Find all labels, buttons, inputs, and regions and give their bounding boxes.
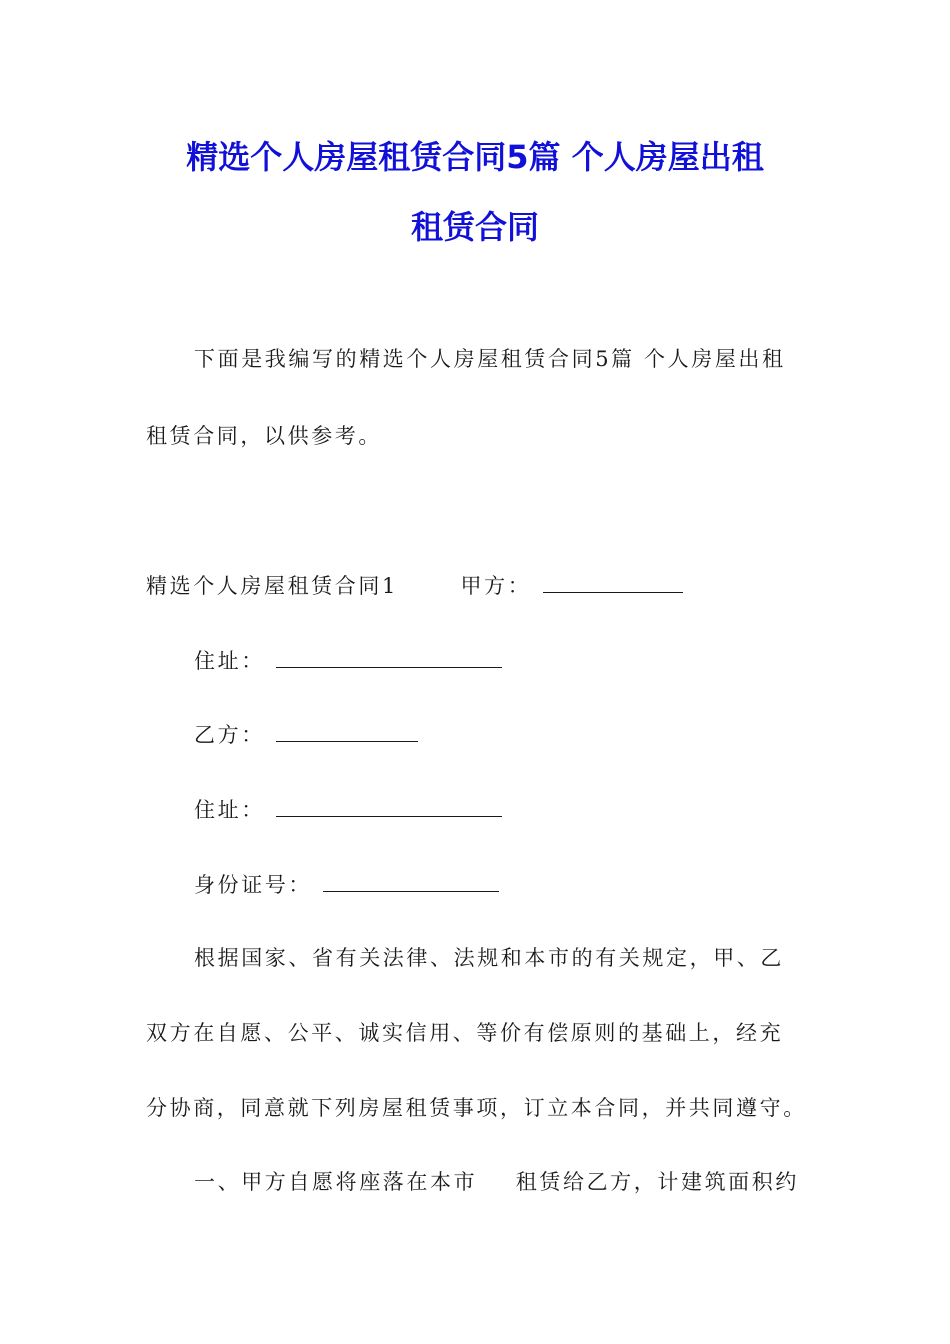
para2-part-2: 租赁给乙方，计建筑面积约 [515, 1170, 799, 1194]
para1-line-1: 根据国家、省有关法律、法规和本市的有关规定，甲、乙 [194, 946, 784, 970]
contract-heading-row [146, 570, 683, 600]
para2-line-1 [194, 1168, 799, 1196]
id-number-label: 身份证号： [194, 873, 312, 897]
address-b-label: 住址： [194, 798, 265, 822]
party-b-label: 乙方： [194, 723, 265, 747]
address-b-blank [276, 794, 502, 817]
intro-line-2: 租赁合同，以供参考。 [146, 424, 382, 448]
address-a-label: 住址： [194, 649, 265, 673]
party-a-blank [543, 570, 683, 593]
address-b-row [194, 794, 502, 824]
id-number-blank [323, 869, 499, 892]
party-b-blank [276, 719, 418, 742]
para1-line-3: 分协商，同意就下列房屋租赁事项，订立本合同，并共同遵守。 [146, 1096, 807, 1120]
address-a-blank [276, 645, 502, 668]
intro-line-1: 下面是我编写的精选个人房屋租赁合同5篇 个人房屋出租 [194, 347, 786, 371]
party-a-label: 甲方： [460, 574, 532, 598]
contract-heading: 精选个人房屋租赁合同1 [146, 574, 398, 598]
para1-line-2: 双方在自愿、公平、诚实信用、等价有偿原则的基础上，经充 [146, 1021, 784, 1045]
id-number-row [194, 869, 499, 899]
address-a-row [194, 645, 502, 675]
document-title-line-1: 精选个人房屋租赁合同5篇 个人房屋出租 [186, 138, 764, 176]
document-title-line-2: 租赁合同 [410, 208, 539, 246]
para2-part-1: 一、甲方自愿将座落在本市 [194, 1170, 478, 1194]
party-b-row [194, 719, 418, 749]
